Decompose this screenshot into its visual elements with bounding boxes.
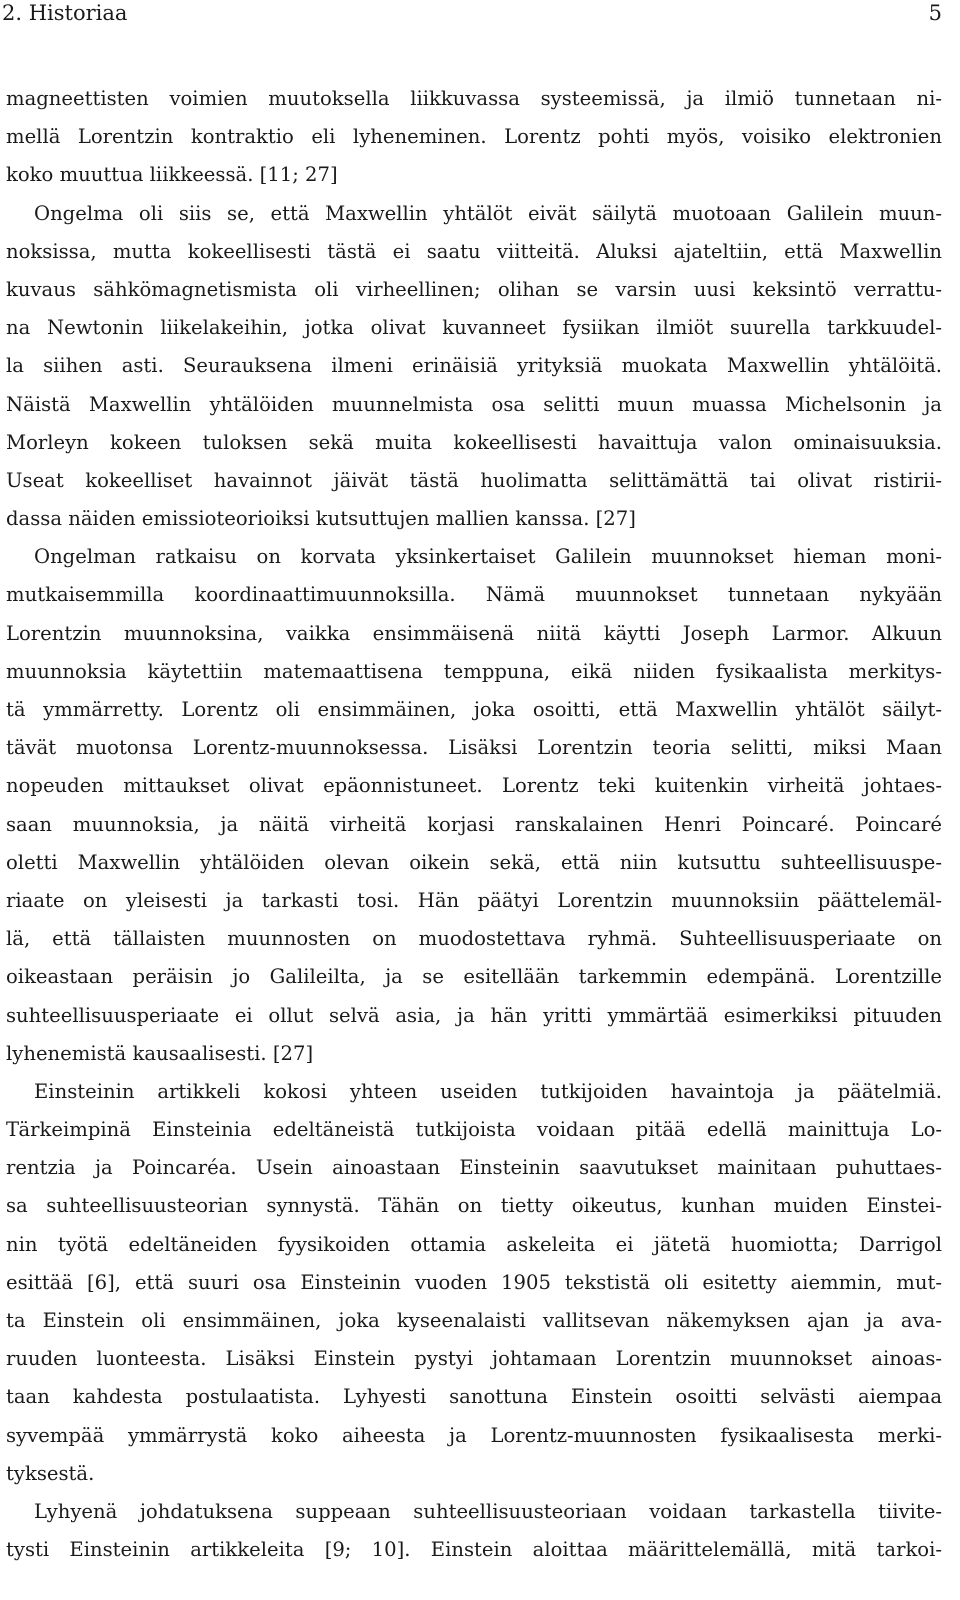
text-line: mutkaisemmilla koordinaattimuunnoksilla. Nämä muunnokset tunnetaan nykyään <box>6 583 942 607</box>
text-line: mellä Lorentzin kontraktio eli lyheneminen. Lorentz pohti myös, voisiko elektronien <box>6 125 942 149</box>
text-line: riaate on yleisesti ja tarkasti tosi. Hän päätyi Lorentzin muunnoksiin päättelemäl- <box>6 888 942 912</box>
text-line: Ongelman ratkaisu on korvata yksinkertaiset Galilein muunnokset hieman moni- <box>34 545 942 569</box>
text-line: oikeastaan peräisin jo Galileilta, ja se esitellään tarkemmin edempänä. Lorentzille <box>6 965 942 989</box>
text-line: lä, että tällaisten muunnosten on muodostettava ryhmä. Suhteellisuusperiaate on <box>6 927 942 951</box>
text-line: sa suhteellisuusteorian synnystä. Tähän on tietty oikeutus, kunhan muiden Einstei- <box>6 1194 942 1218</box>
text-line: ta Einstein oli ensimmäinen, joka kyseenalaisti vallitsevan näkemyksen ajan ja ava- <box>6 1309 942 1332</box>
text-line: magneettisten voimien muutoksella liikkuvassa systeemissä, ja ilmiö tunnetaan ni- <box>6 87 942 110</box>
text-line: tävät muotonsa Lorentz-muunnoksessa. Lisäksi Lorentzin teoria selitti, miksi Maan <box>6 736 942 760</box>
text-line: Ongelma oli siis se, että Maxwellin yhtälöt eivät säilytä muotoaan Galilein muun- <box>34 201 942 225</box>
text-line: suhteellisuusperiaate ei ollut selvä asia, ja hän yritti ymmärtää esimerkiksi pituuden <box>6 1003 942 1027</box>
paragraph <box>6 1073 942 1493</box>
paragraph <box>6 538 942 1073</box>
text-line: koko muuttua liikkeessä. [11; 27] <box>6 163 338 187</box>
text-line: nin työtä edeltäneiden fyysikoiden ottamia askeleita ei jätetä huomiotta; Darrigol <box>6 1232 942 1256</box>
text-line: la siihen asti. Seurauksena ilmeni erinäisiä yrityksiä muokata Maxwellin yhtälöitä. <box>6 354 942 378</box>
text-line: kuvaus sähkömagnetismista oli virheellinen; olihan se varsin uusi keksintö verrattu- <box>6 277 942 301</box>
paragraph <box>6 1493 942 1569</box>
text-line: nopeuden mittaukset olivat epäonnistuneet. Lorentz teki kuitenkin virheitä johtaes- <box>6 774 942 798</box>
text-line: esittää [6], että suuri osa Einsteinin vuoden 1905 tekstistä oli esitetty aiemmin, mut- <box>6 1270 942 1294</box>
text-line: Useat kokeelliset havainnot jäivät tästä huolimatta selittämättä tai olivat ristirii- <box>6 468 942 492</box>
text-line: rentzia ja Poincaréa. Usein ainoastaan Einsteinin saavutukset mainitaan puhuttaes- <box>6 1156 942 1180</box>
paragraph <box>6 80 942 195</box>
section-title: 2. Historiaa <box>2 1 128 25</box>
text-line: noksissa, mutta kokeellisesti tästä ei saatu viitteitä. Aluksi ajateltiin, että Maxwellin <box>6 239 942 263</box>
text-line: syvempää ymmärrystä koko aiheesta ja Lorentz-muunnosten fysikaalisesta merki- <box>6 1423 942 1447</box>
text-line: Tärkeimpinä Einsteinia edeltäneistä tutkijoista voidaan pitää edellä mainittuja Lo- <box>6 1118 942 1142</box>
text-line: Lyhyenä johdatuksena suppeaan suhteellisuusteoriaan voidaan tarkastella tiivite- <box>34 1499 942 1523</box>
text-line: dassa näiden emissioteorioiksi kutsuttujen mallien kanssa. [27] <box>6 507 636 531</box>
text-line: muunnoksia käytettiin matemaattisena temppuna, eikä niiden fysikaalista merkitys- <box>6 659 942 683</box>
text-line: taan kahdesta postulaatista. Lyhyesti sanottuna Einstein osoitti selvästi aiempaa <box>6 1385 942 1409</box>
text-line: Morleyn kokeen tuloksen sekä muita kokeellisesti havaittuja valon ominaisuuksia. <box>6 430 942 454</box>
text-line: tä ymmärretty. Lorentz oli ensimmäinen, joka osoitti, että Maxwellin yhtälöt säilyt- <box>6 698 942 721</box>
text-line: lyhenemistä kausaalisesti. [27] <box>6 1041 314 1065</box>
text-line: saan muunnoksia, ja näitä virheitä korjasi ranskalainen Henri Poincaré. Poincaré <box>6 812 942 836</box>
running-header <box>2 0 942 28</box>
body-text <box>6 80 942 1569</box>
text-line: tysti Einsteinin artikkeleita [9; 10]. Einstein aloittaa määrittelemällä, mitä tarkoi- <box>6 1538 942 1562</box>
text-line: Lorentzin muunnoksina, vaikka ensimmäisenä niitä käytti Joseph Larmor. Alkuun <box>6 621 942 645</box>
page-number: 5 <box>928 1 942 25</box>
paragraph <box>6 195 942 539</box>
text-line: oletti Maxwellin yhtälöiden olevan oikein sekä, että niin kutsuttu suhteellisuuspe- <box>6 850 942 874</box>
text-line: ruuden luonteesta. Lisäksi Einstein pystyi johtamaan Lorentzin muunnokset ainoas- <box>6 1347 942 1371</box>
text-line: Näistä Maxwellin yhtälöiden muunnelmista osa selitti muun muassa Michelsonin ja <box>6 392 942 416</box>
text-line: Einsteinin artikkeli kokosi yhteen useiden tutkijoiden havaintoja ja päätelmiä. <box>34 1079 942 1103</box>
text-line: tyksestä. <box>6 1461 95 1485</box>
text-line: na Newtonin liikelakeihin, jotka olivat kuvanneet fysiikan ilmiöt suurella tarkkuudel- <box>6 316 942 340</box>
